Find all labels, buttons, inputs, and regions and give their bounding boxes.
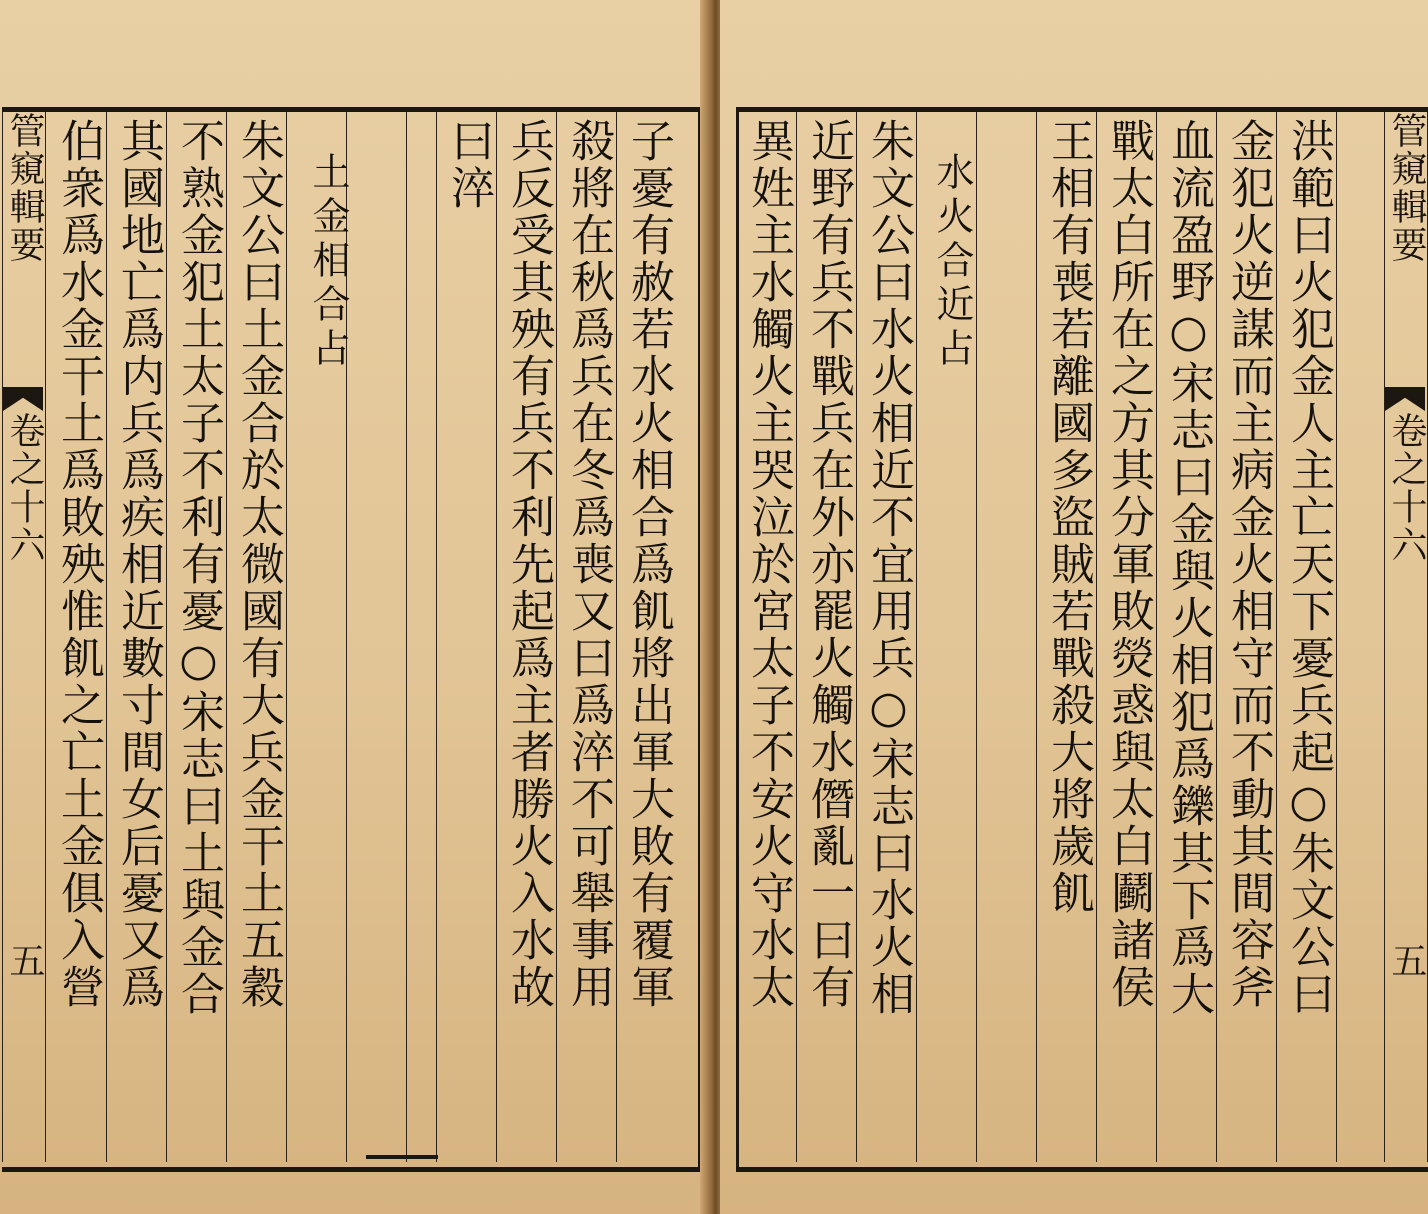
column-rule bbox=[286, 112, 287, 1162]
column-rule bbox=[436, 112, 437, 1162]
text-column: 朱文公曰土金合於太微國有大兵金干土五穀 bbox=[233, 118, 284, 1011]
column-rule bbox=[1036, 112, 1037, 1162]
text-column: 王相有喪若離國多盜賊若戰殺大將歲飢 bbox=[1043, 118, 1094, 917]
text-column: 金犯火逆謀而主病金火相守而不動其間容斧 bbox=[1223, 118, 1274, 1011]
left-fish-tail-mark bbox=[3, 387, 43, 411]
left-spine-title: 管窺輯要 bbox=[4, 112, 45, 264]
column-rule bbox=[496, 112, 497, 1162]
text-column: 殺將在秋爲兵在冬爲喪又曰爲淬不可舉事用 bbox=[563, 118, 614, 1011]
left-spine-volume: 卷之十六 bbox=[4, 412, 45, 564]
column-rule bbox=[1216, 112, 1217, 1162]
text-column: 朱文公曰水火相近不宜用兵○宋志曰水火相 bbox=[863, 118, 914, 1018]
column-rule bbox=[1276, 112, 1277, 1162]
left-page-spine bbox=[2, 112, 46, 1162]
section-heading: 水火合近占 bbox=[930, 152, 974, 372]
text-column: 近野有兵不戰兵在外亦罷火觸水僭亂一曰有 bbox=[803, 118, 854, 1011]
column-rule bbox=[226, 112, 227, 1162]
column-rule bbox=[1156, 112, 1157, 1162]
text-column: 不熟金犯土太子不利有憂○宋志曰土與金合 bbox=[173, 118, 224, 1018]
column-rule bbox=[1096, 112, 1097, 1162]
text-column: 子憂有赦若水火相合爲飢將出軍大敗有覆軍 bbox=[623, 118, 674, 1011]
text-column: 其國地亡爲内兵爲疾相近數寸間女后憂又爲 bbox=[113, 118, 164, 1011]
left-spine-page-number: 五 bbox=[4, 942, 45, 980]
right-spine-volume: 卷之十六 bbox=[1386, 412, 1427, 564]
text-column: 兵反受其殃有兵不利先起爲主者勝火入水故 bbox=[503, 118, 554, 1011]
section-end-rule bbox=[366, 1155, 438, 1159]
text-column: 伯衆爲水金干土爲敗殃惟飢之亡土金俱入營 bbox=[53, 118, 104, 1011]
column-rule bbox=[1336, 112, 1337, 1162]
text-column: 異姓主水觸火主哭泣於宮太子不安火守水太 bbox=[743, 118, 794, 1011]
column-rule bbox=[616, 112, 617, 1162]
column-rule bbox=[106, 112, 107, 1162]
right-spine-page-number: 五 bbox=[1386, 942, 1427, 980]
text-column: 戰太白所在之方其分軍敗熒惑與太白鬬諸侯 bbox=[1103, 118, 1154, 1011]
text-column: 洪範曰火犯金人主亡天下憂兵起○朱文公曰 bbox=[1283, 118, 1334, 1018]
column-rule bbox=[856, 112, 857, 1162]
column-rule bbox=[406, 112, 407, 1162]
column-rule bbox=[166, 112, 167, 1162]
column-rule bbox=[556, 112, 557, 1162]
right-spine-title: 管窺輯要 bbox=[1386, 112, 1427, 264]
text-column: 血流盈野○宋志曰金與火相犯爲鑠其下爲大 bbox=[1163, 118, 1214, 1018]
section-heading: 土金相合占 bbox=[306, 152, 350, 372]
column-rule bbox=[796, 112, 797, 1162]
right-fish-tail-mark bbox=[1385, 387, 1425, 411]
right-page-spine bbox=[1384, 112, 1428, 1162]
column-rule bbox=[916, 112, 917, 1162]
text-column: 曰淬 bbox=[443, 118, 494, 212]
